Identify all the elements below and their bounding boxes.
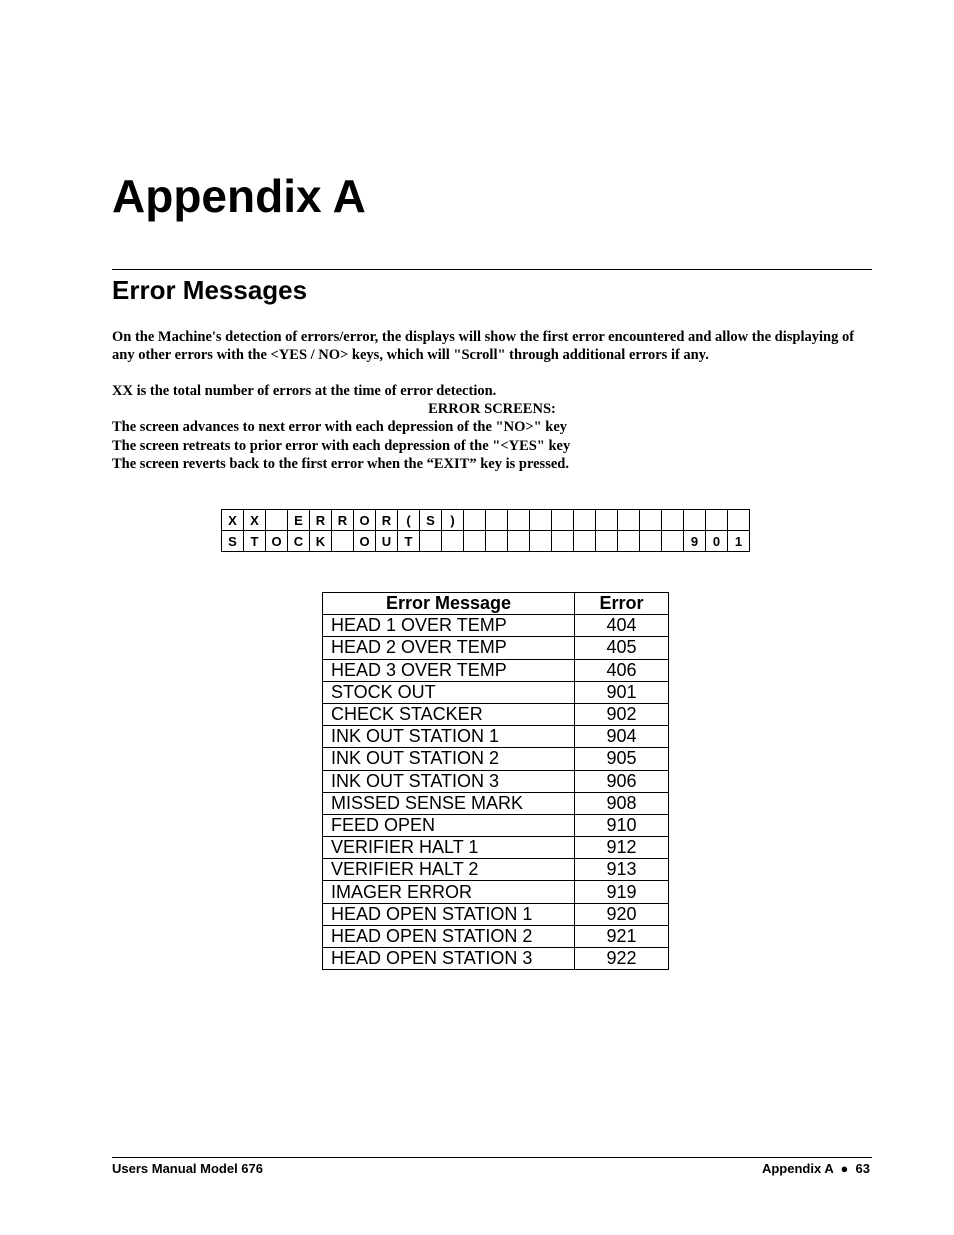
error-code-cell: 902 [575, 703, 669, 725]
lcd-cell [574, 531, 596, 552]
table-row [323, 814, 669, 836]
lcd-cell [640, 510, 662, 531]
lcd-cell [574, 510, 596, 531]
lcd-cell [508, 510, 530, 531]
error-code-cell: 922 [575, 948, 669, 970]
table-row [323, 881, 669, 903]
section-divider [112, 269, 872, 270]
table-row [323, 792, 669, 814]
error-message-cell: VERIFIER HALT 1 [323, 837, 575, 859]
lcd-cell: X [222, 510, 244, 531]
appendix-title: Appendix A [112, 170, 366, 222]
error-code-cell: 906 [575, 770, 669, 792]
lcd-cell [618, 531, 640, 552]
table-row [323, 615, 669, 637]
revert-instruction: The screen reverts back to the first error when the “EXIT” key is pressed. [112, 455, 569, 472]
lcd-cell [420, 531, 442, 552]
lcd-cell: S [222, 531, 244, 552]
error-message-cell: MISSED SENSE MARK [323, 792, 575, 814]
error-code-cell: 404 [575, 615, 669, 637]
lcd-cell [508, 531, 530, 552]
table-row [323, 659, 669, 681]
error-message-cell: INK OUT STATION 1 [323, 726, 575, 748]
advance-instruction: The screen advances to next error with each depression of the "NO>" key [112, 419, 568, 436]
lcd-cell: S [420, 510, 442, 531]
lcd-cell: E [288, 510, 310, 531]
lcd-cell: 1 [728, 531, 750, 552]
footer-manual-title: Users Manual Model 676 [112, 1161, 263, 1176]
error-code-cell: 406 [575, 659, 669, 681]
table-header-row [323, 593, 669, 615]
lcd-cell [552, 531, 574, 552]
error-code-cell: 905 [575, 748, 669, 770]
error-code-cell: 913 [575, 859, 669, 881]
lcd-cell: K [310, 531, 332, 552]
lcd-cell [530, 531, 552, 552]
lcd-cell: ( [398, 510, 420, 531]
error-message-cell: STOCK OUT [323, 681, 575, 703]
error-message-cell: INK OUT STATION 2 [323, 748, 575, 770]
lcd-cell: T [398, 531, 420, 552]
lcd-cell [706, 510, 728, 531]
lcd-cell: 9 [684, 531, 706, 552]
table-row [323, 726, 669, 748]
lcd-cell [266, 510, 288, 531]
table-row [323, 637, 669, 659]
lcd-cell [464, 510, 486, 531]
error-message-cell: HEAD OPEN STATION 3 [323, 948, 575, 970]
table-row [323, 837, 669, 859]
lcd-cell [728, 510, 750, 531]
error-code-cell: 908 [575, 792, 669, 814]
table-row [323, 748, 669, 770]
intro-paragraph: On the Machine's detection of errors/error, the displays will show the first error encountered and allow the displaying of any other errors with the <YES / NO> keys, which will "Scroll" through additional errors if any. [112, 329, 855, 364]
lcd-cell [486, 531, 508, 552]
table-row [323, 948, 669, 970]
lcd-cell [662, 531, 684, 552]
error-message-cell: HEAD 2 OVER TEMP [323, 637, 575, 659]
lcd-display-example [221, 509, 750, 552]
error-code-cell: 910 [575, 814, 669, 836]
lcd-cell: U [376, 531, 398, 552]
lcd-cell: O [354, 531, 376, 552]
error-message-cell: HEAD 1 OVER TEMP [323, 615, 575, 637]
lcd-cell [486, 510, 508, 531]
table-row [323, 681, 669, 703]
table-row [323, 859, 669, 881]
lcd-cell [332, 531, 354, 552]
error-code-cell: 921 [575, 925, 669, 947]
error-code-cell: 920 [575, 903, 669, 925]
lcd-cell [596, 531, 618, 552]
table-row [323, 925, 669, 947]
error-message-cell: HEAD OPEN STATION 1 [323, 903, 575, 925]
lcd-cell [464, 531, 486, 552]
error-code-cell: 904 [575, 726, 669, 748]
error-code-table [322, 592, 669, 970]
error-code-cell: 405 [575, 637, 669, 659]
error-instructions-block [112, 382, 872, 473]
error-message-cell: HEAD 3 OVER TEMP [323, 659, 575, 681]
error-code-cell: 901 [575, 681, 669, 703]
lcd-cell: O [354, 510, 376, 531]
lcd-cell: T [244, 531, 266, 552]
column-header-error-message: Error Message [323, 593, 575, 615]
error-code-cell: 912 [575, 837, 669, 859]
error-message-cell: HEAD OPEN STATION 2 [323, 925, 575, 947]
section-title: Error Messages [112, 275, 308, 305]
error-message-cell: FEED OPEN [323, 814, 575, 836]
lcd-cell: C [288, 531, 310, 552]
error-message-cell: IMAGER ERROR [323, 881, 575, 903]
lcd-cell [442, 531, 464, 552]
error-message-cell: INK OUT STATION 3 [323, 770, 575, 792]
lcd-cell [596, 510, 618, 531]
lcd-cell: ) [442, 510, 464, 531]
lcd-cell: O [266, 531, 288, 552]
lcd-cell: R [376, 510, 398, 531]
table-row [323, 770, 669, 792]
lcd-cell: 0 [706, 531, 728, 552]
lcd-row [222, 531, 750, 552]
lcd-cell: R [332, 510, 354, 531]
lcd-cell [684, 510, 706, 531]
intro-paragraph-block [112, 328, 872, 364]
total-errors-note: XX is the total number of errors at the time of error detection. [112, 383, 497, 399]
lcd-cell: X [244, 510, 266, 531]
error-message-cell: VERIFIER HALT 2 [323, 859, 575, 881]
table-row [323, 703, 669, 725]
footer-divider [112, 1157, 872, 1158]
lcd-cell: R [310, 510, 332, 531]
lcd-cell [640, 531, 662, 552]
retreat-instruction: The screen retreats to prior error with each depression of the "<YES" key [112, 437, 571, 454]
lcd-cell [662, 510, 684, 531]
footer-page-number: Appendix A ● 63 [761, 1161, 870, 1176]
column-header-error: Error [575, 593, 669, 615]
lcd-cell [530, 510, 552, 531]
lcd-cell [552, 510, 574, 531]
error-screens-heading: ERROR SCREENS: [428, 401, 556, 418]
table-row [323, 903, 669, 925]
lcd-row [222, 510, 750, 531]
lcd-cell [618, 510, 640, 531]
error-code-cell: 919 [575, 881, 669, 903]
error-message-cell: CHECK STACKER [323, 703, 575, 725]
